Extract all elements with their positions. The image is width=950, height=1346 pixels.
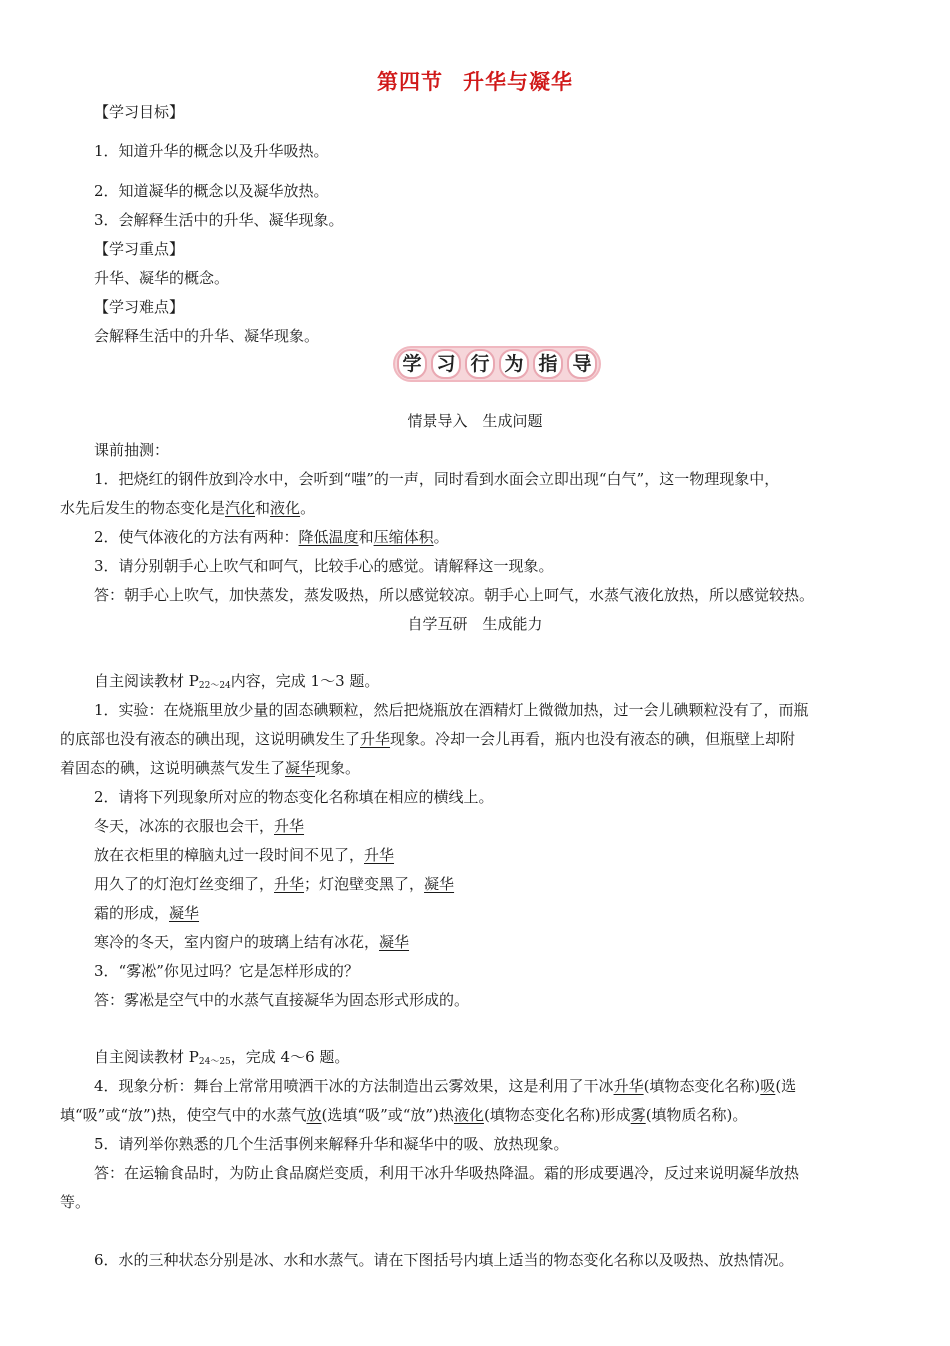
answer-text: 答：朝手心上吹气，加快蒸发，蒸发吸热，所以感觉较凉。朝手心上呵气，水蒸气液化放热，所以感觉较热。 [94,586,815,604]
objective-item: 3．会解释生活中的升华、凝华现象。 [94,211,344,229]
answer-text: 等。 [60,1193,91,1211]
answer-blank: 汽化 [225,499,256,517]
section1-intro: 课前抽测： [94,441,170,459]
section2-heading: 自学互研 生成能力 [407,615,543,633]
banner-char: 学 [397,349,427,379]
section1-heading: 情景导入 生成问题 [407,412,543,430]
banner-char: 行 [465,349,495,379]
fill-item: 霜的形成，凝华 [94,904,200,922]
objective-item: 1．知道升华的概念以及升华吸热。 [94,142,329,160]
answer-blank: 液化 [453,1106,484,1124]
difficulties-header: 【学习难点】 [94,298,185,316]
study-guide-banner [393,346,601,382]
key-points-text: 升华、凝华的概念。 [94,269,230,287]
answer-blank: 升华 [274,875,305,893]
answer-blank: 液化 [270,499,301,517]
answer-blank: 凝华 [379,933,410,951]
page-title [0,66,950,96]
question-text: 1．把烧红的钢件放到冷水中，会听到“嗤”的一声，同时看到水面会立即出现“白气”，这一物理现象中， [94,470,780,488]
answer-blank: 雾 [630,1106,646,1124]
question-text: 5．请列举你熟悉的几个生活事例来解释升华和凝华中的吸、放热现象。 [94,1135,569,1153]
answer-blank: 升华 [364,846,395,864]
question-text: 3．请分别朝手心上吹气和呵气，比较手心的感觉。请解释这一现象。 [94,557,554,575]
objective-item: 2．知道凝华的概念以及凝华放热。 [94,182,329,200]
answer-blank: 压缩体积 [373,528,434,546]
banner-char: 习 [431,349,461,379]
question-text: 6．水的三种状态分别是冰、水和水蒸气。请在下图括号内填上适当的物态变化名称以及吸热、放热情况。 [94,1251,794,1269]
question-text: 3．“雾凇”你见过吗？它是怎样形成的？ [94,962,359,980]
banner-char: 为 [499,349,529,379]
answer-blank: 放 [306,1106,322,1124]
banner-char: 导 [567,349,597,379]
answer-blank: 凝华 [424,875,455,893]
question-text: 2．请将下列现象所对应的物态变化名称填在相应的横线上。 [94,788,494,806]
answer-text: 答：在运输食品时，为防止食品腐烂变质，利用干冰升华吸热降温。霜的形成要遇冷，反过来说明凝华放热 [94,1164,800,1182]
question-text: 水先后发生的物态变化是汽化和液化。 [60,499,316,517]
question-text: 2．使气体液化的方法有两种：降低温度和压缩体积。 [94,528,449,546]
question-text: 着固态的碘，这说明碘蒸气发生了凝华现象。 [60,759,361,777]
answer-blank: 凝华 [169,904,200,922]
fill-item: 冬天，冰冻的衣服也会干，升华 [94,817,305,835]
question-text: 填“吸”或“放”)热，使空气中的水蒸气放(选填“吸”或“放”)热液化(填物态变化名称)形成雾(填物质名称)。 [60,1106,748,1124]
key-points-header: 【学习重点】 [94,240,185,258]
fill-item: 寒冷的冬天，室内窗户的玻璃上结有冰花，凝华 [94,933,410,951]
fill-item: 放在衣柜里的樟脑丸过一段时间不见了，升华 [94,846,395,864]
answer-blank: 降低温度 [298,528,359,546]
reading-instruction: 自主阅读教材 $P_{22\sim 24}$内容，完成 1～3 题。 [94,672,380,691]
answer-blank: 升华 [274,817,305,835]
banner-char: 指 [533,349,563,379]
answer-blank: 凝华 [285,759,316,777]
section-title: 升华与凝华 [463,70,573,94]
fill-item: 用久了的灯泡灯丝变细了，升华；灯泡壁变黑了，凝华 [94,875,455,893]
answer-blank: 升华 [613,1077,644,1095]
difficulties-text: 会解释生活中的升华、凝华现象。 [94,327,320,345]
answer-text: 答：雾凇是空气中的水蒸气直接凝华为固态形式形成的。 [94,991,470,1009]
answer-blank: 升华 [360,730,391,748]
answer-blank: 吸 [760,1077,776,1095]
objectives-header: 【学习目标】 [94,103,185,121]
question-text: 4．现象分析：舞台上常常用喷洒干冰的方法制造出云雾效果，这是利用了干冰升华(填物态变化名称)吸(选 [94,1077,797,1095]
question-text: 的底部也没有液态的碘出现，这说明碘发生了升华现象。冷却一会儿再看，瓶内也没有液态的碘，但瓶壁上却附 [60,730,796,748]
section-number: 第四节 [377,70,443,94]
question-text: 1．实验：在烧瓶里放少量的固态碘颗粒，然后把烧瓶放在酒精灯上微微加热，过一会儿碘颗粒没有了，而瓶 [94,701,809,719]
reading-instruction: 自主阅读教材 $P_{24\sim 25}$，完成 4～6 题。 [94,1048,350,1067]
